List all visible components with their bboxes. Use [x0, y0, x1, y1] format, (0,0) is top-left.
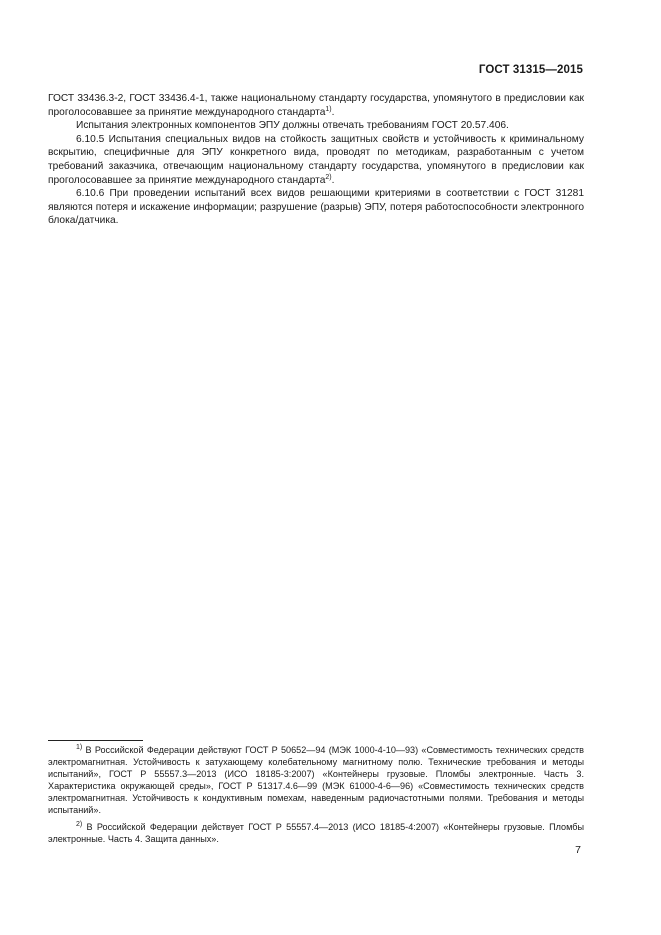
- footnote-mark: 1): [76, 744, 83, 751]
- paragraph-6-10-5: [48, 133, 584, 187]
- footnote-ref: 1): [325, 105, 332, 113]
- paragraph-6-10-6: [48, 187, 584, 228]
- footnote-ref: 2): [325, 173, 332, 181]
- paragraph-tail: .: [331, 106, 335, 118]
- paragraph-electronic-components: [48, 119, 584, 133]
- paragraph-text: 6.10.5 Испытания специальных видов на стойкость защитных свойств и устойчивость к криминальному вскрытию, специфичные для ЭПУ конкретного вида, проводят по методикам, разработанным с учетом требований заказчика, отвечающим национальному стандарту государства, упомянутого в предисловии как проголосовавшее за принятие международного стандарта: [48, 133, 584, 186]
- document-code-header: ГОСТ 31315—2015: [478, 64, 583, 76]
- footnote-separator: [48, 740, 143, 741]
- footnote-mark: 2): [76, 820, 83, 828]
- paragraph-tail: .: [331, 174, 335, 186]
- footnote-text: В Российской Федерации действует ГОСТ Р 55557.4—2013 (ИСО 18185-4:2007) «Контейнеры грузовые. Пломбы электронные. Часть 4. Защита данных».: [48, 821, 584, 844]
- paragraph-text: Испытания электронных компонентов ЭПУ должны отвечать требованиям ГОСТ 20.57.406.: [76, 120, 509, 132]
- footnotes: [48, 744, 584, 849]
- footnote-1: [48, 744, 584, 817]
- paragraph-continuation: [48, 92, 584, 119]
- footnote-2: [48, 821, 584, 845]
- paragraph-text: 6.10.6 При проведении испытаний всех видов решающими критериями в соответствии с ГОСТ 31281 являются потеря и искажение информации; разрушение (разрыв) ЭПУ, потеря работоспособности электронного блока/датчика.: [48, 188, 584, 227]
- body-text: [48, 92, 584, 228]
- paragraph-text: ГОСТ 33436.3-2, ГОСТ 33436.4-1, также национальному стандарту государства, упомянутого в предисловии как проголосовавшее за принятие международного стандарта: [48, 93, 584, 118]
- page-number: 7: [575, 844, 581, 856]
- footnote-text: В Российской Федерации действуют ГОСТ Р 50652—94 (МЭК 1000-4-10—93) «Совместимость технических средств электромагнитная. Устойчивость к затухающему колебательному магнитному полю. Технические требования и методы испытаний», ГОСТ Р 55557.3—2013 (ИСО 18185-3:2007) «Контейнеры грузовые. Пломбы электронные. Часть 3. Характеристика окружающей среды», ГОСТ Р 51317.4.6—99 (МЭК 61000-4-6—96) «Совместимость технических средств электромагнитная. Устойчивость к кондуктивным помехам, наведенным радиочастотными полями. Требования и методы испытаний».: [48, 745, 584, 816]
